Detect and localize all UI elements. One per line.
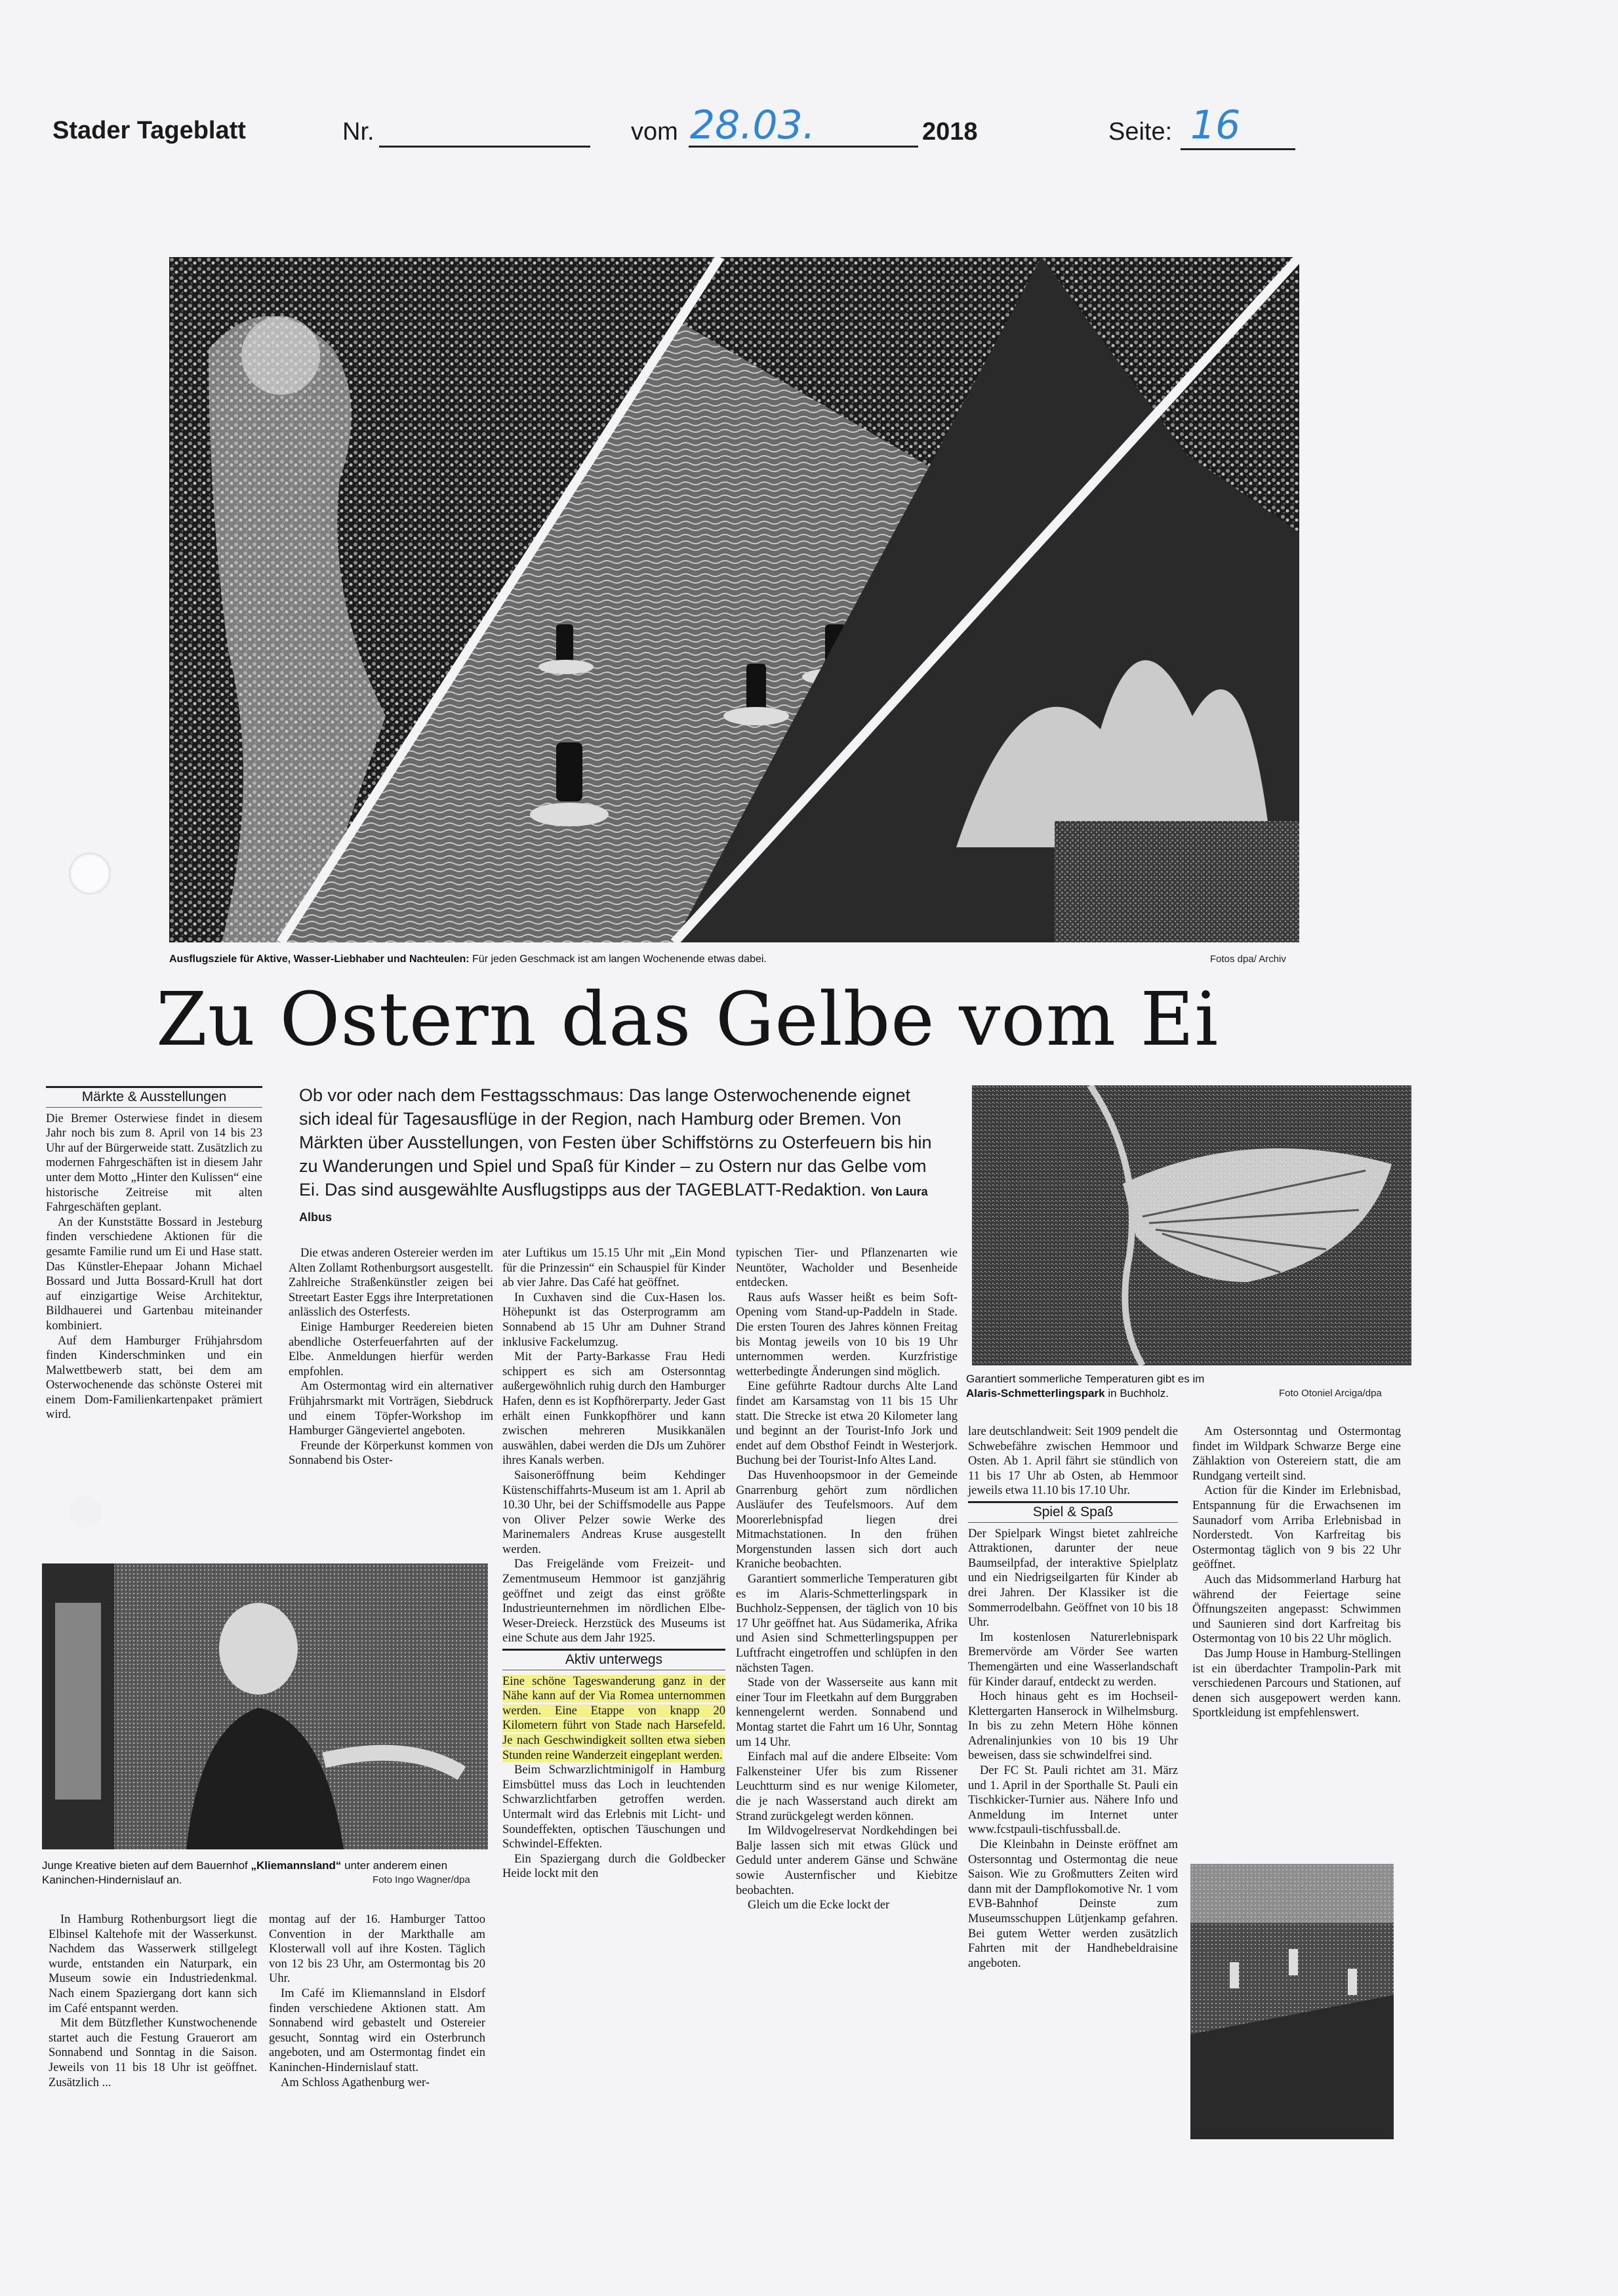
section-heading-markets: Märkte & Ausstellungen <box>46 1086 262 1108</box>
punch-hole <box>69 853 111 895</box>
paragraph: Freunde der Körperkunst kommen von Sonnabend bis Oster- <box>289 1439 493 1468</box>
paragraph: lare deutschlandweit: Seit 1909 pendelt die Schwebefähre zwischen Hemmoor und Osten. Ab 1. April fährt sie stündlich von 11 bis 17 Uhr ab Osten, ab Hemmoor jeweils etwa 11.10 bis 17.10 Uhr. <box>968 1425 1178 1498</box>
paragraph: Am Ostersonntag und Ostermontag findet im Wildpark Schwarze Berge eine Zählaktion von Ostereiern statt, die am Rundgang verteilt sind. <box>1192 1425 1401 1483</box>
paragraph: Hoch hinaus geht es im Hochseil-Klettergarten Hanserock in Wilhelmsburg. In bis zu zehn Metern Höhe können Adrenalinjunkies von 10 bis 19 Uhr beweisen, dass sie schwindelfrei sind. <box>968 1690 1178 1763</box>
column-5 <box>968 1424 1178 1971</box>
page-handwritten: 16 <box>1190 102 1241 148</box>
section-heading-fun: Spiel & Spaß <box>968 1501 1178 1523</box>
lead-text: Ob vor oder nach dem Festtagsschmaus: Das lange Osterwochenende eignet sich ideal für Tagesausflüge in der Region, nach Hamburg oder Bremen. Von Märkten über Ausstellungen, von Festen über Schiffstörns zu Osterfeuern bis hin zu Wanderungen und Spiel und Spaß für Kinder – zu Ostern nur das Gelbe vom Ei. Das sind ausgewählte Ausflugstipps aus der TAGEBLATT-Redaktion. <box>299 1085 932 1199</box>
paragraph: Ein Spaziergang durch die Goldbecker Heide lockt mit den <box>502 1852 725 1881</box>
paragraph: Der FC St. Pauli richtet am 31. März und 1. April in der Sporthalle St. Pauli ein Tischkicker-Turnier aus. Nähere Info und Anmeldung im Internet unter www.fcstpauli-tischfussball.de. <box>968 1764 1178 1837</box>
paragraph: Action für die Kinder im Erlebnisbad, Entspannung für die Erwachsenen im Saunadorf vom Arriba Erlebnisbad in Norderstedt. Von Karfreitag bis Ostermontag täglich von 9 bis 22 Uhr geöffnet. <box>1192 1484 1401 1572</box>
paragraph: Gleich um die Ecke lockt der <box>748 1899 890 1912</box>
caption-bold: Ausflugsziele für Aktive, Wasser-Liebhaber und Nachteulen: <box>169 954 470 965</box>
caption-text: Für jeden Geschmack ist am langen Wochenende etwas dabei. <box>469 954 767 965</box>
paragraph: Raus aufs Wasser heißt es beim Soft-Opening vom Stand-up-Paddeln in Stade. Die ersten Touren des Jahres können Freitag bis Montag jeweils von 10 bis 19 Uhr unternommen werden. Kurzfristige wetterbedingte Änderungen sind möglich. <box>736 1291 958 1379</box>
page-label: Seite: <box>1108 118 1173 146</box>
paragraph: Einige Hamburger Reedereien bieten abendliche Osterfeuerfahrten auf der Elbe. Anmeldungen hierfür werden empfohlen. <box>289 1320 493 1379</box>
paragraph: Das Freigelände vom Freizeit- und Zementmuseum Hemmoor ist ganzjährig geöffnet und zeigt das einst größte Industrieunternehmen im nördlichen Elbe-Weser-Dreieck. Herzstück des Museums ist eine Schute aus dem Jahr 1925. <box>502 1558 725 1645</box>
byline: Von Laura Albus <box>299 1185 928 1224</box>
paragraph: Das Huvenhoopsmoor in der Gemeinde Gnarrenburg gehört zum nördlichen Ausläufer des Teufelsmoors. Auf dem Moorerlebnispfad liegen drei Mitmachstationen. In den frühen Morgenstunden lassen sich dort auch Kraniche beobachten. <box>736 1468 958 1571</box>
column-4 <box>736 1246 958 1913</box>
number-line <box>379 146 590 148</box>
date-line <box>689 146 918 148</box>
caption-text: Garantiert sommerliche Temperaturen gibt es im <box>966 1373 1205 1385</box>
year-text: 2018 <box>922 118 978 146</box>
paragraph: Am Schloss Agathenburg wer- <box>281 2076 430 2089</box>
trampoline-photo <box>1190 1864 1394 2139</box>
caption-bold: Alaris-Schmetterlingspark <box>966 1387 1105 1400</box>
column-1-bottom <box>49 1912 257 2090</box>
butterfly-caption <box>966 1372 1274 1401</box>
paragraph: Im Wildvogelreservat Nordkehdingen bei Balje lassen sich mit etwas Glück und Geduld unter anderem Gänse und Schwäne sowie Austernfischer und Kiebitze beobachten. <box>736 1824 958 1897</box>
artist-photo <box>42 1563 488 1849</box>
newspaper-name: Stader Tageblatt <box>52 117 246 144</box>
caption-text: unter anderem einen Kaninchen-Hindernislauf an. <box>42 1859 448 1886</box>
paragraph: In Hamburg Rothenburgsort liegt die Elbinsel Kaltehofe mit der Wasserkunst. Nachdem das Wasserwerk stillgelegt wurde, entstanden ein Naturpark, ein Museum sowie ein Industriedenkmal. Nach einem Spaziergang dort kann sich im Café entspannt werden. <box>49 1913 257 2015</box>
butterfly-credit: Foto Otoniel Arciga/dpa <box>1279 1388 1382 1399</box>
paragraph: Im kostenlosen Naturerlebnispark Bremervörde am Vörder See warten Themengärten und eine Wasserlandschaft für Kinder darauf, entdeckt zu werden. <box>968 1630 1178 1689</box>
artist-credit: Foto Ingo Wagner/dpa <box>373 1874 470 1885</box>
paragraph: Mit der Party-Barkasse Frau Hedi schippert es sich am Ostersonntag außergewöhnlich ruhig durch den Hamburger Hafen, denn es ist Kopfhörerparty. Jeder Gast erhält einen Funkkopfhörer und kann zwischen mehreren Musikkanälen auswählen, dabei werden die DJs um Zuhörer ihres Kanals werben. <box>502 1350 725 1468</box>
caption-text: in Buchholz. <box>1104 1387 1169 1400</box>
paragraph: Mit dem Bützflether Kunstwochenende startet auch die Festung Grauerort am Sonnabend und Sonntag in die Saison. Jeweils von 11 bis 18 Uhr ist geöffnet. Zusätzlich ... <box>49 2017 257 2089</box>
paragraph: An der Kunststätte Bossard in Jesteburg finden verschiedene Aktionen für die gesamte Familie rund um Ei und Hase statt. Das Künstler-Ehepaar Johann Michael Bossard und Jutta Bossard-Krull hat dort auf einzigartige Weise Architektur, Bildhauerei und Gartenbau miteinander kombiniert. <box>46 1215 262 1333</box>
caption-text: Junge Kreative bieten auf dem Bauernhof <box>42 1859 251 1872</box>
date-label: vom <box>631 118 678 146</box>
column-2-top <box>289 1246 493 1468</box>
punch-hole <box>69 1495 102 1528</box>
caption-bold: „Kliemannsland“ <box>251 1859 342 1872</box>
paragraph: Am Ostermontag wird ein alternativer Frühjahrsmarkt mit Vorträgen, Siebdruck und einem Töpfer-Workshop im Hamburger Gängeviertel angeboten. <box>289 1380 493 1438</box>
page-line <box>1181 148 1295 150</box>
butterfly-photo <box>972 1085 1411 1365</box>
paragraph: Einfach mal auf die andere Elbseite: Vom Falkensteiner Ufer bis zum Rissener Leuchtturm sind es nur wenige Kilometer, die je nach Wasserstand auch direkt am Strand zurückgelegt werden können. <box>736 1750 958 1823</box>
column-1-top <box>46 1083 262 1422</box>
paragraph-highlighted <box>502 1674 725 1763</box>
paragraph: Das Jump House in Hamburg-Stellingen ist ein überdachter Trampolin-Park mit verschiedenen Parcours und Stationen, auf denen sich ausgepowert werden kann. Sportkleidung ist empfehlenswert. <box>1192 1647 1401 1720</box>
number-label: Nr. <box>342 118 374 146</box>
paragraph: Auf dem Hamburger Frühjahrsdom finden Kinderschminken und ein Malwettbewerb statt, bei dem am Osterwochenende das schönste Osterei mit einem Dom-Familienkartenpaket prämiert wird. <box>46 1334 262 1422</box>
column-3 <box>502 1246 725 1882</box>
paragraph: Der Spielpark Wingst bietet zahlreiche Attraktionen, darunter der neue Baumseilpfad, der interaktive Spielplatz und ein Niedrigseilgarten für Kinder ab drei Jahren. Der Klassiker ist die Sommerrodelbahn. Geöffnet von 10 bis 18 Uhr. <box>968 1527 1178 1630</box>
column-2-bottom <box>269 1912 485 2090</box>
paragraph: Die Kleinbahn in Deinste eröffnet am Ostersonntag und Ostermontag die neue Saison. Wie zu Großmutters Zeiten wird dann mit der Dampflokomotive Nr. 1 vom EVB-Bahnhof Deinste zum Museumsschuppen Lütjenkamp gefahren. Bei gutem Wetter werden zusätzlich Fahrten mit der Handhebeldraisine angeboten. <box>968 1838 1178 1970</box>
paragraph: Die etwas anderen Ostereier werden im Alten Zollamt Rothenburgsort ausgestellt. Zahlreiche Straßenkünstler zeigen bei Streetart Easter Eggs ihre Interpretationen anlässlich des Osterfests. <box>289 1247 493 1319</box>
paragraph: typischen Tier- und Pflanzenarten wie Neuntöter, Wacholder und Besenheide entdecken. <box>736 1247 958 1290</box>
paragraph: Auch das Midsommerland Harburg hat während der Feiertage seine Öffnungszeiten angepasst: Schwimmen und Saunieren sind dort Karfreitag bis Ostermontag von 10 bis 22 Uhr möglich. <box>1192 1573 1401 1646</box>
paragraph: Im Café im Kliemannsland in Elsdorf finden verschiedene Aktionen statt. Am Sonnabend wird gebastelt und Ostereier gesucht, Sonntag wird ein Osterbrunch angeboten, und am Ostermontag findet ein Kaninchen-Hindernislauf statt. <box>269 1986 485 2074</box>
top-photo-caption <box>169 952 1140 967</box>
paragraph: Beim Schwarzlichtminigolf in Hamburg Eimsbüttel muss das Loch in leuchtenden Schwarzlichtfarben getroffen werden. Untermalt wird das Erlebnis mit Licht- und Soundeffekten, optischen Täuschungen und Schwindel-Effekten. <box>502 1763 725 1851</box>
paragraph: Garantiert sommerliche Temperaturen gibt es im Alaris-Schmetterlingspark in Buchholz-Seppensen, der täglich von 10 bis 17 Uhr geöffnet hat. Aus Südamerika, Afrika und Asien sind Schmetterlingspuppen per Luftfracht eingetroffen und schlüpfen in den nächsten Tagen. <box>736 1573 958 1675</box>
top-photo-credit: Fotos dpa/ Archiv <box>1210 954 1286 965</box>
section-heading-active: Aktiv unterwegs <box>502 1649 725 1670</box>
date-handwritten: 28.03. <box>690 102 815 148</box>
top-photo-collage <box>169 257 1299 942</box>
column-6 <box>1192 1424 1401 1721</box>
paragraph: montag auf der 16. Hamburger Tattoo Convention in der Markthalle am Klosterwall voll auf ihre Kosten. Täglich von 12 bis 23 Uhr, am Ostermontag bis 20 Uhr. <box>269 1913 485 1986</box>
paragraph: Stade von der Wasserseite aus kann mit einer Tour im Fleetkahn auf dem Burggraben kennengelernt werden. Sonnabend und Montag startet die Fahrt um 16 Uhr, Sonntag um 14 Uhr. <box>736 1676 958 1749</box>
paragraph: Saisoneröffnung beim Kehdinger Küstenschiffahrts-Museum ist am 1. April ab 10.30 Uhr, bei der Schiffsmodelle aus Pappe von Oliver Pelzer sowie Werke des Marinemalers Andreas Kruse ausgestellt werden. <box>502 1468 725 1556</box>
paragraph: ater Luftikus um 15.15 Uhr mit „Ein Mond für die Prinzessin“ ein Schauspiel für Kinder ab vier Jahre. Das Café hat geöffnet. <box>502 1247 725 1290</box>
headline: Zu Ostern das Gelbe vom Ei <box>156 977 1219 1062</box>
paragraph: Eine geführte Radtour durchs Alte Land findet am Karsamstag von 11 bis 15 Uhr statt. Die Strecke ist etwa 20 Kilometer lang und beginnt an der Tourist-Info Jork und endet auf dem Obsthof Feindt in Westerjork. Buchung bei der Tourist-Info Altes Land. <box>736 1380 958 1468</box>
paragraph: Die Bremer Osterwiese findet in diesem Jahr noch bis zum 8. April von 14 bis 23 Uhr auf der Bürgerweide statt. Zusätzlich zu modernen Fahrgeschäften ist in diesem Jahr unter dem Motto „Hinter den Kulissen“ eine historische Zeitreise mit alten Fahrgeschäften geplant. <box>46 1112 262 1215</box>
paragraph: In Cuxhaven sind die Cux-Hasen los. Höhepunkt ist das Osterprogramm am Sonnabend ab 15 Uhr am Duhner Strand inklusive Fackelumzug. <box>502 1291 725 1349</box>
highlighted-text: Eine schöne Tageswanderung ganz in der Nähe kann auf der Via Romea unternommen werden. Eine Etappe von knapp 20 Kilometern führt von Stade nach Harsefeld. Je nach Geschwindigkeit sollten etwa sieben Stunden reine Wanderzeit eingeplant werden. <box>502 1674 725 1762</box>
lead-paragraph <box>299 1083 945 1229</box>
